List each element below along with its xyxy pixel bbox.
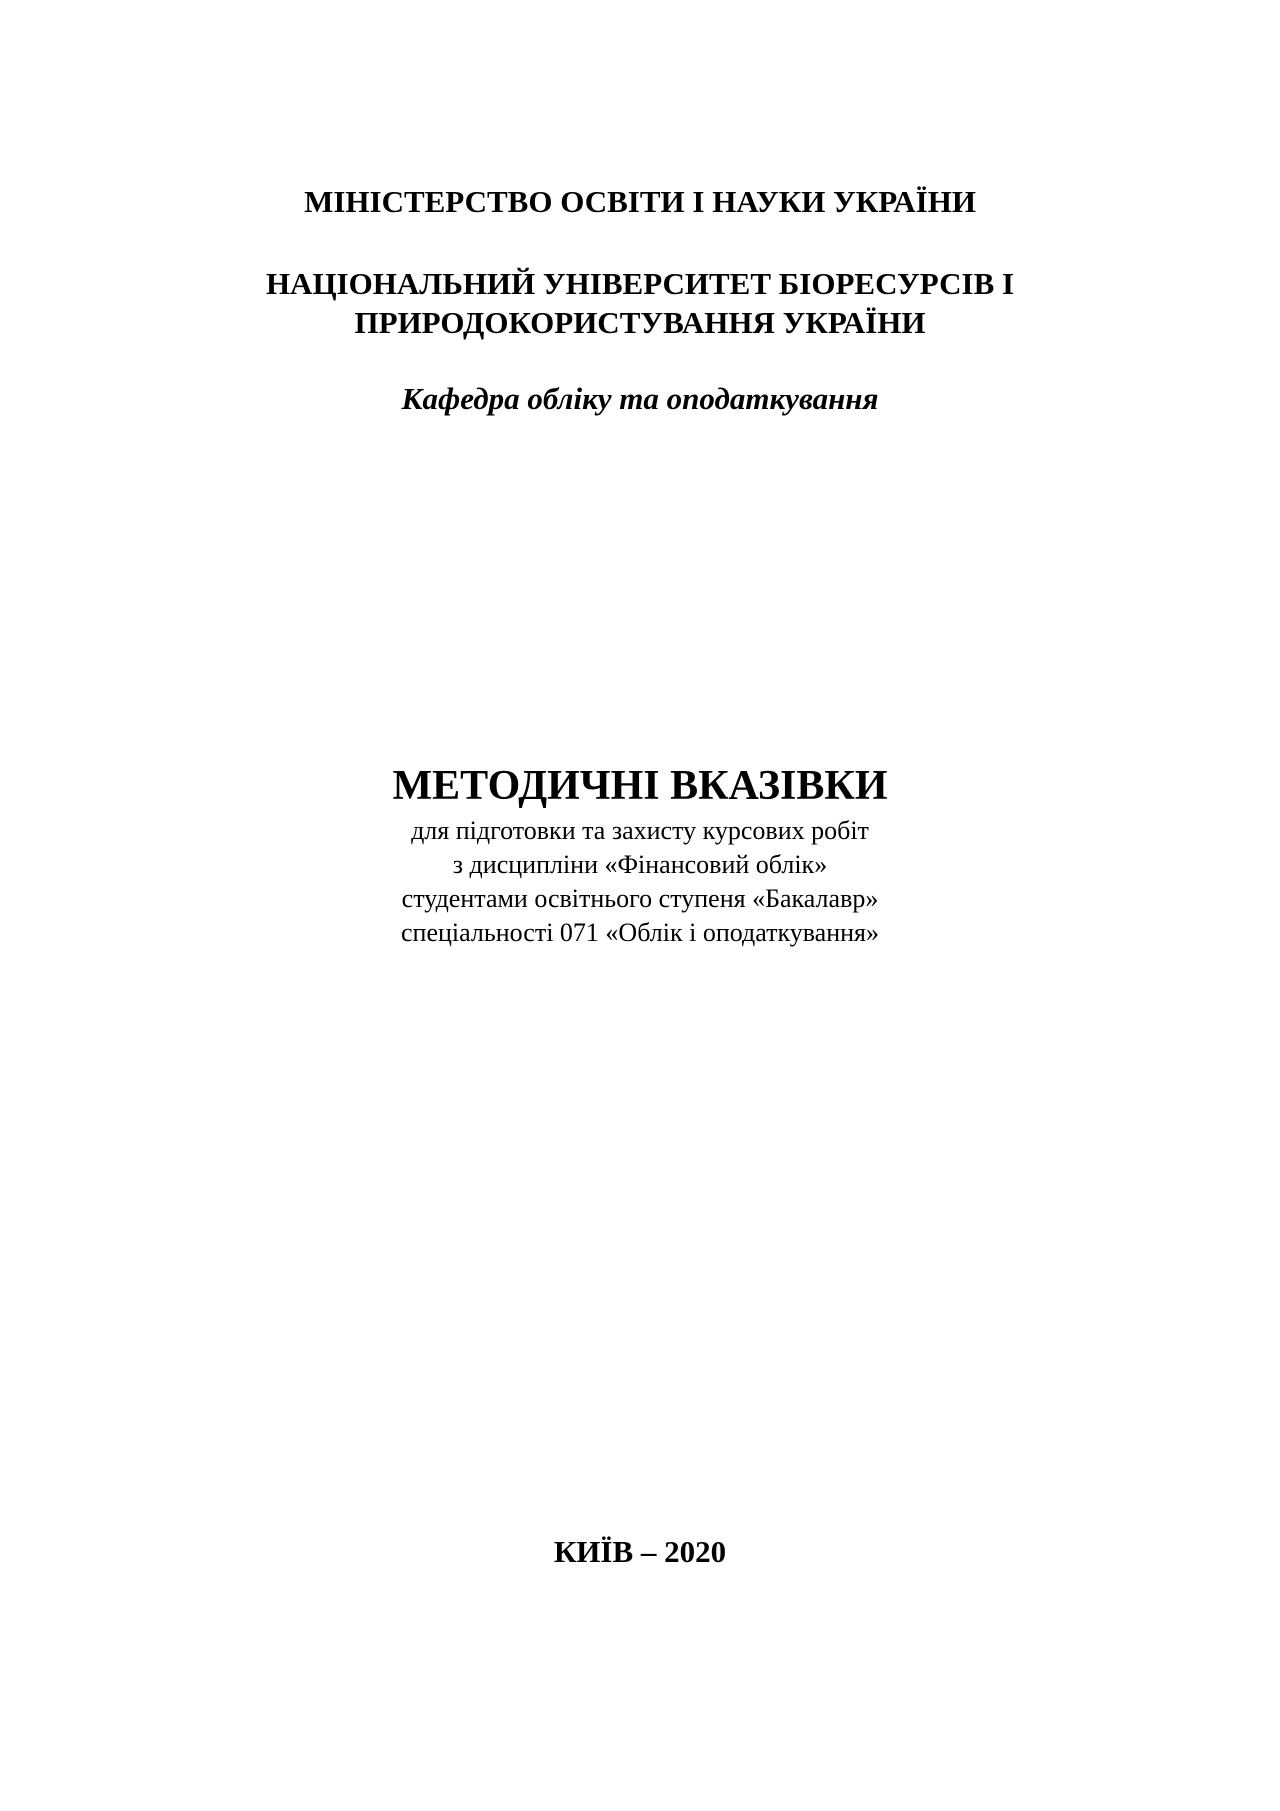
department-name: Кафедра обліку та оподаткування [401, 381, 879, 416]
place-and-year: КИЇВ – 2020 [553, 1534, 727, 1569]
university-name-line-2: ПРИРОДОКОРИСТУВАННЯ УКРАЇНИ [354, 305, 926, 340]
document-title: МЕТОДИЧНІ ВКАЗІВКИ [392, 763, 888, 809]
subtitle-line: з дисципліни «Фінансовий облік» [452, 850, 828, 879]
subtitle-line: студентами освітнього ступеня «Бакалавр» [401, 884, 879, 913]
subtitle-line: для підготовки та захисту курсових робіт [411, 816, 869, 845]
subtitle-line: спеціальності 071 «Облік і оподаткування» [401, 918, 879, 947]
university-name-line-1: НАЦІОНАЛЬНИЙ УНІВЕРСИТЕТ БІОРЕСУРСІВ І [265, 266, 1015, 301]
ministry-heading: МІНІСТЕРСТВО ОСВІТИ І НАУКИ УКРАЇНИ [304, 184, 976, 219]
